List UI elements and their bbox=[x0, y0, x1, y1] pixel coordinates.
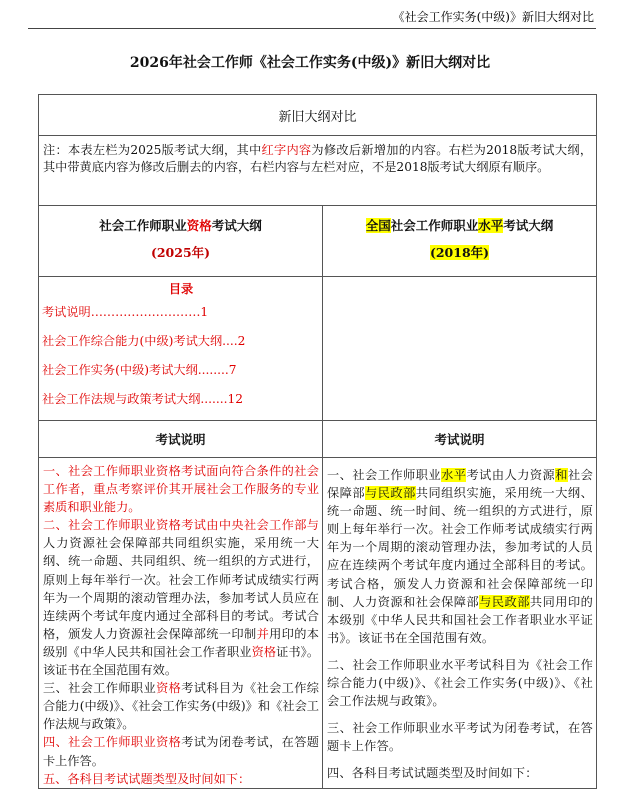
para-gap bbox=[327, 710, 593, 719]
table-title: 新旧大纲对比 bbox=[39, 95, 597, 136]
section-header-row bbox=[39, 421, 597, 458]
rp1i: 共同用印的本级别《中华人民共和国社会工作者职业水平证书》。该证书在全国范围有效。 bbox=[327, 594, 594, 645]
right-header-hl1: 全国 bbox=[365, 218, 391, 233]
lp3a: 三、社会工作师职业 bbox=[43, 681, 157, 696]
rp1g: 共同组织实施，采用统一大纲、统一命题、统一时间、统一组织的方式进行，原则上每年举行一次。社会工作师考试成绩实行两年为一个周期的滚动管理办法，参加考试的人员应在连续两个考试年度内通过全部科目的考试。考试合格，颁发人力资源和社会保障部统一印制、人力资源和社会保障部 bbox=[327, 486, 594, 609]
rp1a: 一、社会工作师职业 bbox=[327, 468, 442, 482]
lp2g: 用印的本级别《中华人民共和国社会工作者职业 bbox=[43, 626, 319, 659]
left-para-2 bbox=[43, 516, 319, 679]
lp4a: 四、社会工作师职业 bbox=[43, 735, 157, 750]
right-header-post: 考试大纲 bbox=[503, 218, 554, 233]
right-para-3: 三、社会工作师职业水平考试为闭卷考试，在答题卡上作答。 bbox=[327, 721, 594, 754]
toc-empty-cell bbox=[323, 277, 597, 421]
rp1d: 和 bbox=[555, 468, 568, 482]
left-para-5: 五、各科目考试试题类型及时间如下： bbox=[43, 771, 251, 786]
lp3c: 考试科目为《社会工作综合能力(中级)》、《社会工作实务(中级)》和《社会工作法规与政策》。 bbox=[43, 681, 319, 732]
left-para-4 bbox=[43, 733, 319, 769]
rp1b: 水平 bbox=[441, 468, 467, 482]
left-header-post: 考试大纲 bbox=[211, 218, 262, 233]
lp4c: 考试为闭卷考试，在答题卡上作答。 bbox=[43, 735, 319, 768]
rp1e: 社会保障部 bbox=[327, 468, 594, 501]
para-gap bbox=[327, 647, 593, 656]
left-header-year: (2025年) bbox=[150, 245, 211, 260]
toc-title: 目录 bbox=[168, 282, 194, 296]
toc-item[interactable]: 社会工作法规与政策考试大纲.......12 bbox=[42, 392, 244, 406]
table-title-row bbox=[39, 95, 597, 136]
body-row bbox=[39, 458, 597, 789]
lp2a: 二、社会工作师职业 bbox=[43, 518, 157, 533]
lp2d: 中央社会工作部与 bbox=[218, 518, 319, 533]
left-header-red: 资格 bbox=[186, 218, 212, 233]
lp2b: 资格 bbox=[156, 518, 182, 533]
comparison-table bbox=[38, 94, 597, 789]
right-header-hl2: 水平 bbox=[478, 218, 504, 233]
right-body bbox=[323, 458, 597, 789]
left-para-3 bbox=[43, 679, 319, 733]
toc-item[interactable]: 社会工作综合能力(中级)考试大纲....2 bbox=[42, 334, 246, 348]
right-column-header bbox=[323, 206, 597, 277]
left-header-text: 社会工作师职业 bbox=[99, 218, 187, 233]
note-text-1: 注：本表左栏为2025版考试大纲，其中 bbox=[43, 143, 262, 157]
left-para-1: 一、社会工作师职业资格考试面向符合条件的社会工作者，重点考察评价其开展社会工作服务的专业素质和职业能力。 bbox=[43, 464, 319, 515]
right-para-4: 四、各科目考试试题类型及时间如下： bbox=[327, 766, 538, 781]
left-body bbox=[39, 458, 323, 789]
table-of-contents bbox=[39, 277, 323, 421]
lp2f: 并 bbox=[256, 626, 270, 641]
toc-item[interactable]: 考试说明………………………1 bbox=[42, 305, 209, 319]
right-header-mid: 社会工作师职业 bbox=[390, 218, 479, 233]
lp2e: 人力资源社会保障部共同组织实施，采用统一大纲、统一命题、共同组织、统一组织的方式进行，原则上每年举行一次。社会工作师考试成绩实行两年为一个周期的滚动管理办法，参加考试人员应在连续两个考试年度内通过全部科目的考试。考试合格，颁发人力资源社会保障部统一印制 bbox=[43, 536, 319, 641]
right-para-2: 二、社会工作师职业水平考试科目为《社会工作综合能力(中级)》、《社会工作实务(中级)》、《社会工作法规与政策》。 bbox=[327, 657, 594, 709]
table-note bbox=[39, 136, 597, 206]
para-gap bbox=[327, 755, 593, 764]
lp4b: 资格 bbox=[156, 735, 182, 750]
note-row bbox=[39, 136, 597, 206]
rp1c: 考试由人力资源 bbox=[466, 468, 556, 482]
left-section-header: 考试说明 bbox=[39, 421, 323, 458]
right-header-year: (2018年) bbox=[429, 245, 490, 260]
document-title: 2026年社会工作师《社会工作实务(中级)》新旧大纲对比 bbox=[129, 55, 491, 71]
lp2i: 证书》。该证书在全国范围有效。 bbox=[43, 644, 320, 678]
note-red-text: 红字内容 bbox=[261, 143, 312, 157]
running-header: 《社会工作实务(中级)》新旧大纲对比 bbox=[392, 10, 594, 24]
column-header-row bbox=[39, 206, 597, 277]
right-para-1 bbox=[327, 466, 593, 647]
left-column-header bbox=[39, 206, 323, 277]
rp1h: 与民政部 bbox=[479, 594, 530, 609]
rp1f: 与民政部 bbox=[365, 486, 416, 501]
right-section-header: 考试说明 bbox=[323, 421, 597, 458]
note-text-2: 为修改后新增加的内容。右栏为2018版考试大纲，其中带黄底内容为修改后删去的内容，右栏内容与左栏对应，不是2018版考试大纲原有顺序。 bbox=[43, 143, 593, 174]
toc-row bbox=[39, 277, 597, 421]
header-rule bbox=[28, 28, 596, 29]
toc-item[interactable]: 社会工作实务(中级)考试大纲........7 bbox=[42, 363, 237, 377]
lp2c: 考试由 bbox=[181, 518, 219, 533]
lp2h: 资格 bbox=[251, 644, 277, 659]
lp3b: 资格 bbox=[156, 681, 182, 696]
